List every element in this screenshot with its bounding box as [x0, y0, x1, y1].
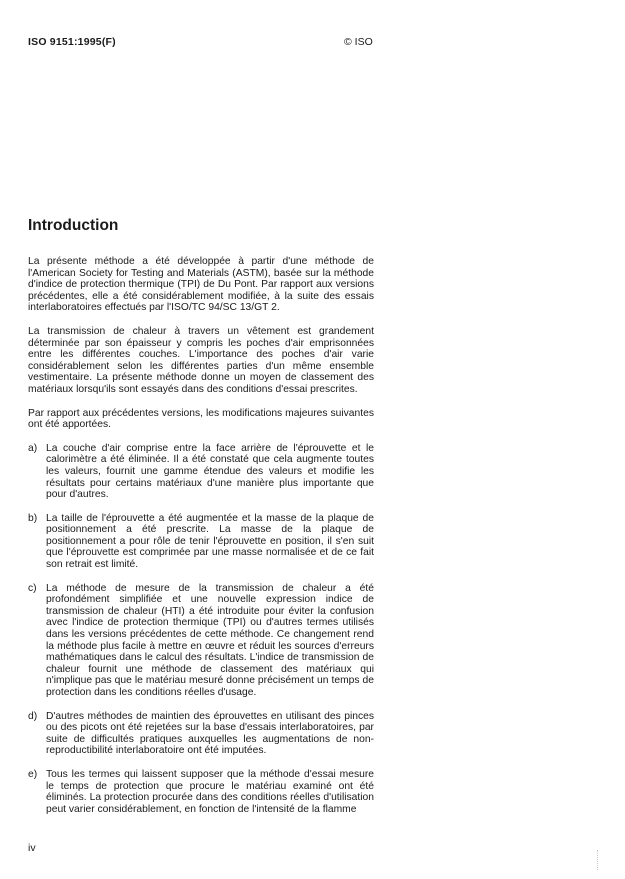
- section-body: [28, 256, 374, 827]
- section-title: Introduction: [28, 217, 119, 234]
- list-item-label: b): [28, 512, 38, 524]
- paragraph: La transmission de chaleur à travers un vêtement est grandement déterminée par son épaisseur y compris les poches d'air emprisonnées entre les différentes couches. L'importance des poches d'air varie considérablement selon les différentes parties d'un même ensemble vestimentaire. La présente méthode donne un moyen de classement des matériaux lorsqu'ils sont essayés dans des conditions d'essai prescrites.: [28, 325, 374, 395]
- list-item: [28, 583, 374, 699]
- list-item-label: a): [28, 442, 38, 454]
- list-item-text: D'autres méthodes de maintien des éprouvettes en utilisant des pinces ou des picots ont été rejetées sur la base d'essais interlaboratoires, par suite de difficultés pratiques auxquelles les augmentations de non-reproductibilité interlaboratoire ont été imputées.: [46, 710, 374, 757]
- list-item: [28, 443, 374, 501]
- paragraph: La présente méthode a été développée à partir d'une méthode de l'American Society for Testing and Materials (ASTM), basée sur la méthode d'indice de protection thermique (TPI) de Du Pont. Par rapport aux versions précédentes, elle a été considérablement modifiée, à la suite des essais interlaboratoires effectués par l'ISO/TC 94/SC 13/GT 2.: [28, 256, 374, 314]
- list-item: [28, 513, 374, 571]
- scan-artifact: [597, 850, 599, 870]
- list-item-label: d): [28, 710, 38, 722]
- modification-list: [28, 443, 374, 816]
- list-item-text: La méthode de mesure de la transmission de chaleur a été profondément simplifiée et une nouvelle expression indice de transmission de chaleur (HTI) a été introduite pour éviter la confusion avec l'indice de protection thermique (TPI) ou d'autres termes utilisés dans les versions précédentes de cette méthode. Ce changement rend la méthode plus facile à mettre en œuvre et réduit les sources d'erreurs mathématiques dans le calcul des résultats. L'indice de transmission de chaleur fournit une méthode de classement des matériaux qui n'implique pas que le matériau mesuré donne précisément un temps de protection dans les conditions réelles d'usage.: [46, 582, 374, 698]
- list-item-label: e): [28, 768, 38, 780]
- list-item-label: c): [28, 582, 37, 594]
- list-item: [28, 711, 374, 757]
- list-item-text: La taille de l'éprouvette a été augmentée et la masse de la plaque de positionnement a été prescrite. La masse de la plaque de positionnement a pour rôle de tenir l'éprouvette en position, il s'en suit que l'éprouvette est comprimée par une masse normalisée et de ce fait son retrait est limité.: [46, 512, 374, 571]
- copyright-notice: © ISO: [344, 36, 373, 48]
- list-item-text: La couche d'air comprise entre la face arrière de l'éprouvette et le calorimètre a été éliminée. Il a été constaté que cela augmente toutes les valeurs, fournit une gamme étendue des valeurs et modifie les résultats pour certains matériaux d'une manière plus importante que pour d'autres.: [46, 442, 374, 501]
- list-item-text: Tous les termes qui laissent supposer que la méthode d'essai mesure le temps de protection que procure le matériau examiné ont été éliminés. La protection procurée dans des conditions réelles d'utilisation peut varier considérablement, en fonction de l'intensité de la flamme: [46, 768, 374, 815]
- standard-identifier: ISO 9151:1995(F): [28, 36, 116, 48]
- page-number: iv: [28, 842, 36, 854]
- paragraph: Par rapport aux précédentes versions, les modifications majeures suivantes ont été apportées.: [28, 407, 374, 431]
- list-item: [28, 769, 374, 815]
